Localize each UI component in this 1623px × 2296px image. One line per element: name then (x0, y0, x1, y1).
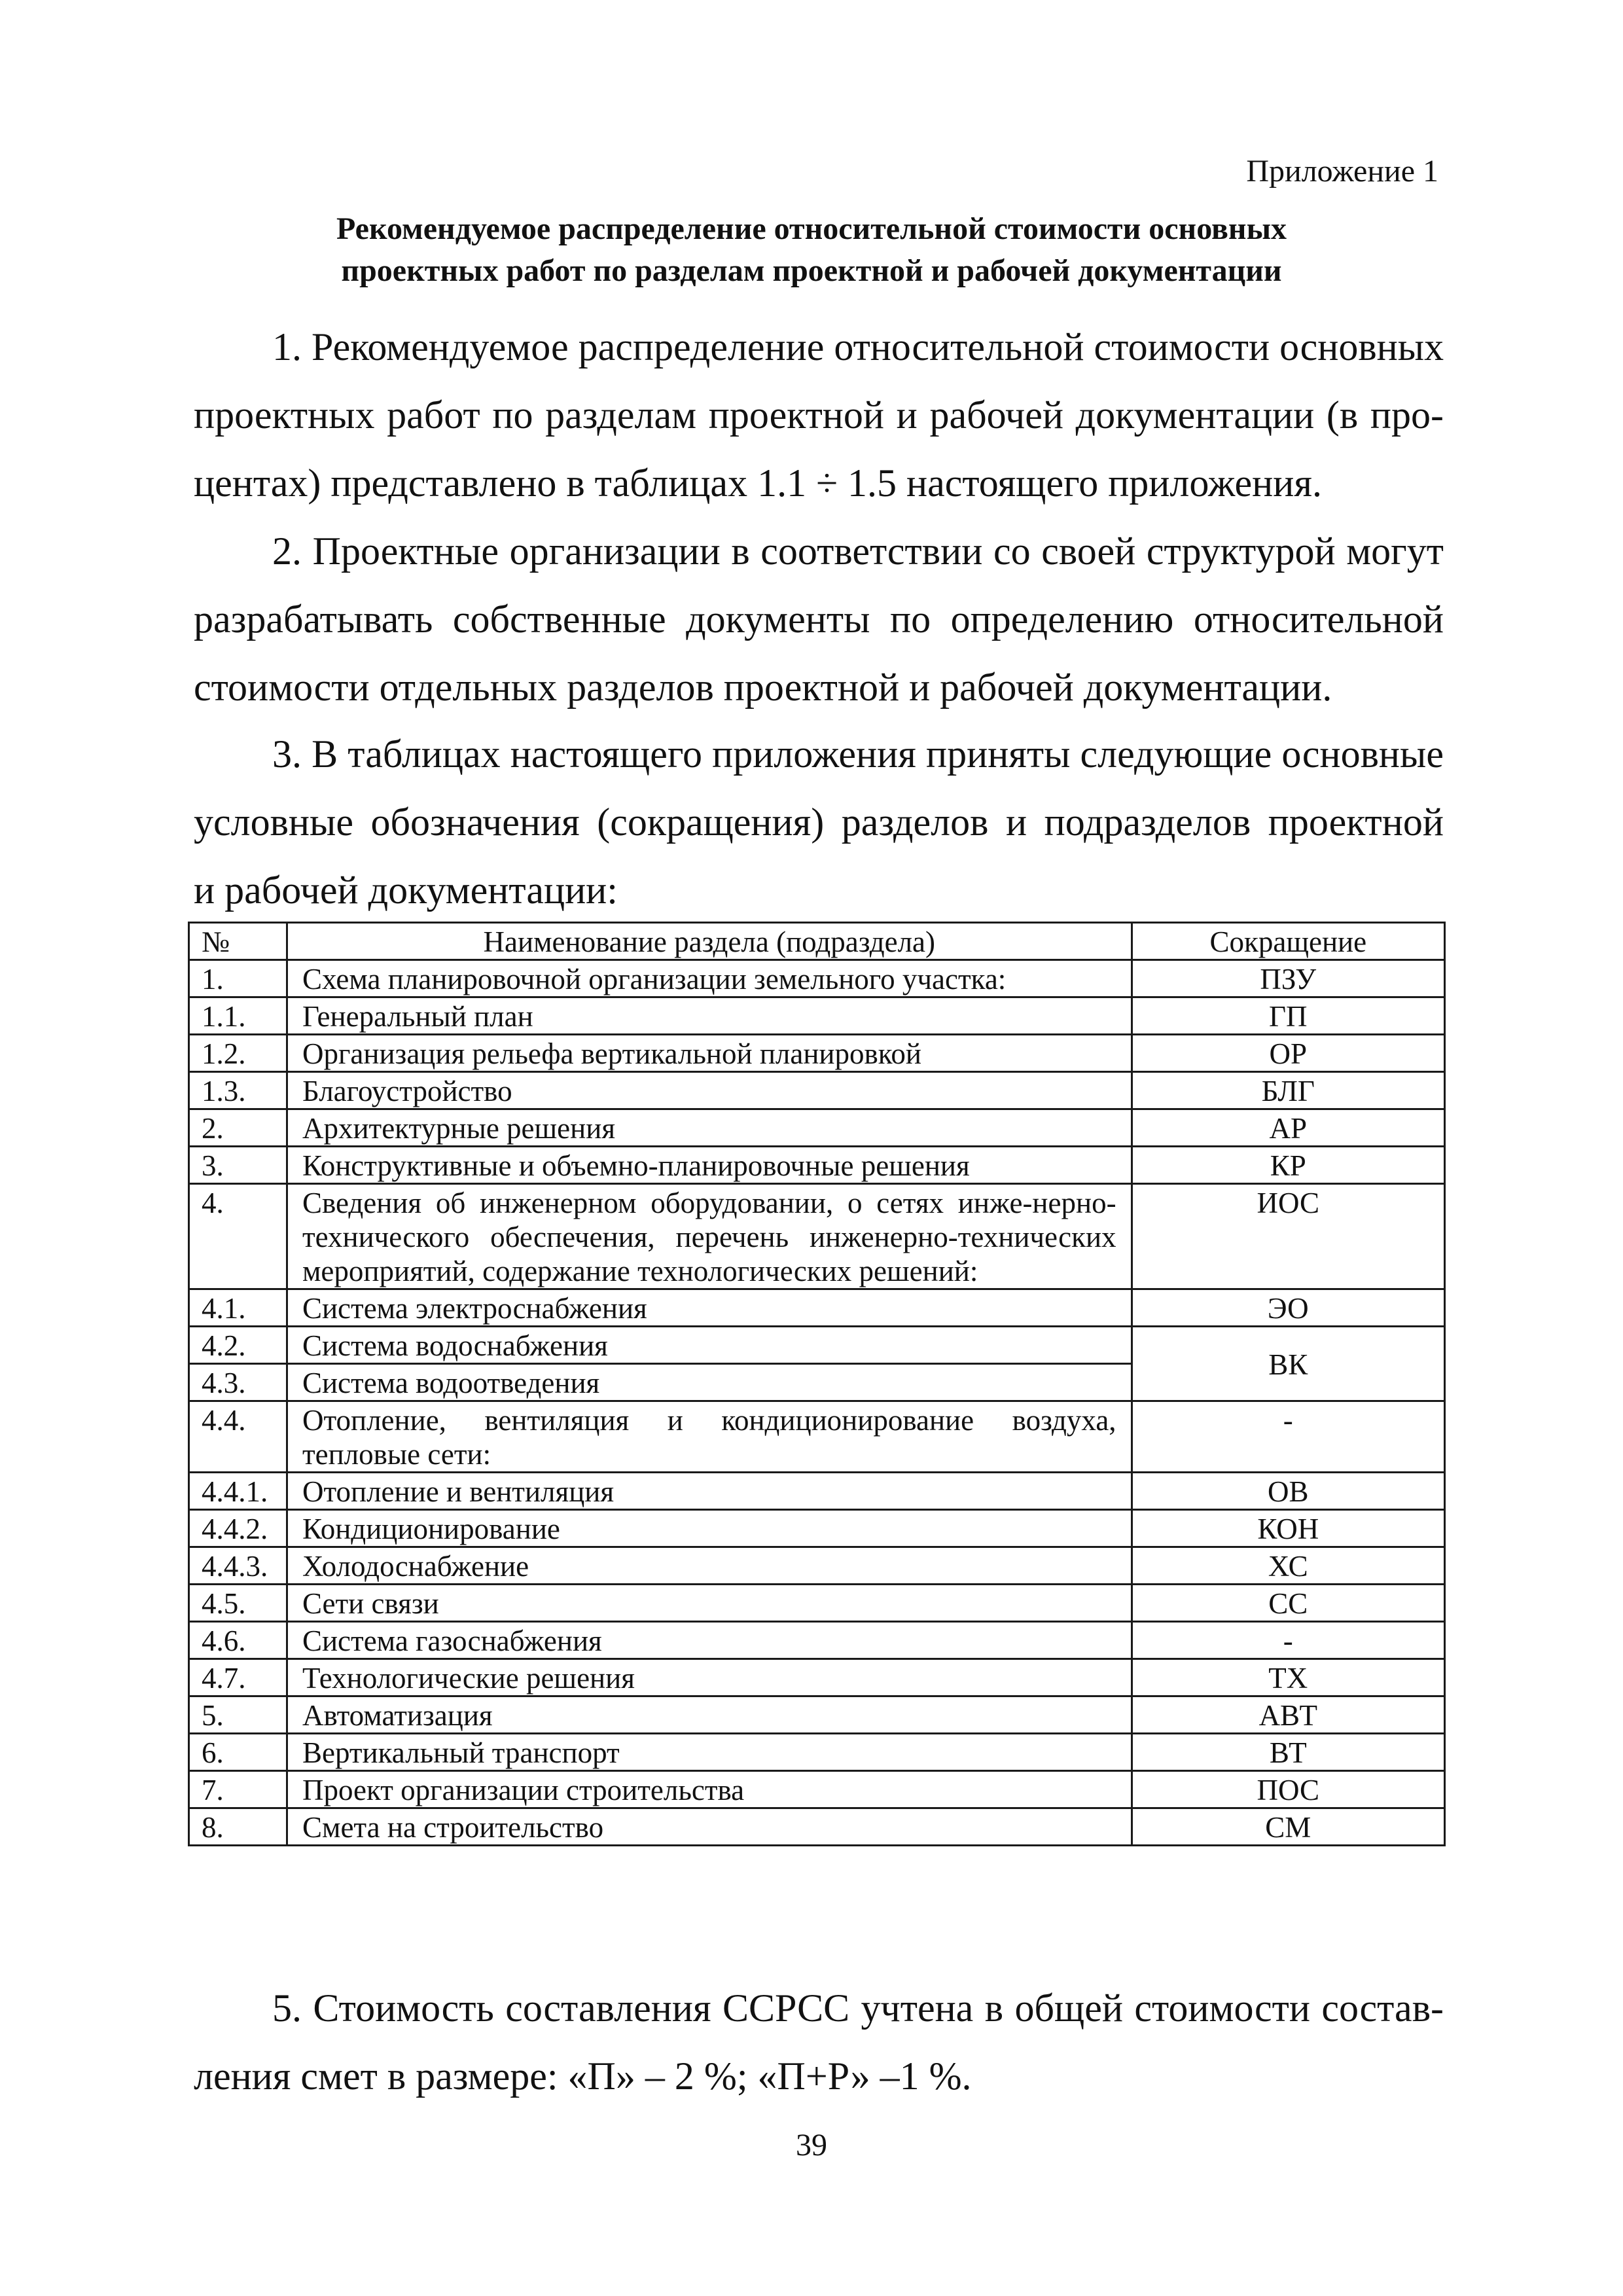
paragraph-line: стоимости отдельных разделов проектной и рабочей документации. (194, 666, 1332, 709)
row-name: Архитектурные решения (287, 1109, 1132, 1147)
row-num: 8. (189, 1808, 287, 1846)
page-number: 39 (796, 2128, 827, 2162)
paragraph-3 (194, 720, 1444, 924)
table-row (189, 960, 1445, 997)
row-name: Вертикальный транспорт (287, 1734, 1132, 1771)
row-num: 1.2. (189, 1035, 287, 1072)
row-code: ОР (1132, 1035, 1444, 1072)
row-num: 4. (189, 1184, 287, 1289)
row-code: ОВ (1132, 1473, 1444, 1510)
table-row (189, 1184, 1445, 1289)
row-num: 4.5. (189, 1585, 287, 1622)
paragraph-1 (194, 313, 1444, 517)
row-code: АВТ (1132, 1696, 1444, 1734)
header-code: Сокращение (1132, 923, 1444, 960)
row-num: 2. (189, 1109, 287, 1147)
row-code: СС (1132, 1585, 1444, 1622)
row-code: ИОС (1132, 1184, 1444, 1289)
row-num: 4.1. (189, 1289, 287, 1327)
paragraph-line: условные обозначения (сокращения) разделов и подразделов проектной (194, 800, 1444, 844)
table-row (189, 1659, 1445, 1696)
appendix-label: Приложение 1 (1246, 154, 1438, 188)
paragraph-line: 1. Рекомендуемое распределение относительной стоимости основных (272, 325, 1444, 368)
table-row (189, 1734, 1445, 1771)
row-name: Генеральный план (287, 997, 1132, 1035)
row-name: Система газоснабжения (287, 1622, 1132, 1659)
header-name: Наименование раздела (подраздела) (287, 923, 1132, 960)
heading-line-2: проектных работ по разделам проектной и рабочей документации (341, 253, 1282, 288)
row-name: Сведения об инженерном оборудовании, о сетях инже-нерно-технического обеспечения, перечень инженерно-технических мероприятий, содержание технологических решений: (287, 1184, 1132, 1289)
row-code: ПОС (1132, 1771, 1444, 1808)
table-row (189, 1147, 1445, 1184)
row-num: 6. (189, 1734, 287, 1771)
header-num: № (189, 923, 287, 960)
row-num: 1.1. (189, 997, 287, 1035)
row-name: Конструктивные и объемно-планировочные решения (287, 1147, 1132, 1184)
row-name: Отопление, вентиляция и кондиционирование воздуха, тепловые сети: (287, 1401, 1132, 1473)
paragraph-line: 2. Проектные организации в соответствии со своей структурой могут (272, 529, 1444, 573)
row-name: Система водоотведения (287, 1364, 1132, 1401)
row-code: - (1132, 1401, 1444, 1473)
row-name: Отопление и вентиляция (287, 1473, 1132, 1510)
row-num: 1. (189, 960, 287, 997)
row-code: - (1132, 1622, 1444, 1659)
row-num: 4.4. (189, 1401, 287, 1473)
row-code: ВТ (1132, 1734, 1444, 1771)
table-header-row (189, 923, 1445, 960)
row-name: Организация рельефа вертикальной планировкой (287, 1035, 1132, 1072)
row-num: 5. (189, 1696, 287, 1734)
row-num: 4.4.3. (189, 1547, 287, 1585)
table-row (189, 1109, 1445, 1147)
table-row (189, 1547, 1445, 1585)
row-name: Технологические решения (287, 1659, 1132, 1696)
row-code: ВК (1132, 1327, 1444, 1401)
table-row (189, 1035, 1445, 1072)
row-num: 4.3. (189, 1364, 287, 1401)
table-row (189, 1401, 1445, 1473)
row-name: Холодоснабжение (287, 1547, 1132, 1585)
row-name: Схема планировочной организации земельного участка: (287, 960, 1132, 997)
heading-line-1: Рекомендуемое распределение относительной стоимости основных (336, 211, 1287, 246)
table-row (189, 997, 1445, 1035)
paragraph-2 (194, 517, 1444, 721)
row-num: 4.7. (189, 1659, 287, 1696)
table-row (189, 1072, 1445, 1109)
row-code: ХС (1132, 1547, 1444, 1585)
row-num: 1.3. (189, 1072, 287, 1109)
abbreviations-table (188, 922, 1446, 1846)
table-row (189, 1771, 1445, 1808)
row-name: Система водоснабжения (287, 1327, 1132, 1364)
row-num: 4.6. (189, 1622, 287, 1659)
paragraph-line: проектных работ по разделам проектной и рабочей документации (в про- (194, 393, 1444, 437)
table-row (189, 1473, 1445, 1510)
table-row (189, 1622, 1445, 1659)
table-row (189, 1289, 1445, 1327)
table-row (189, 1585, 1445, 1622)
paragraph-line: и рабочей документации: (194, 869, 618, 912)
row-name: Система электроснабжения (287, 1289, 1132, 1327)
paragraph-line: 3. В таблицах настоящего приложения приняты следующие основные (272, 732, 1444, 776)
table-row (189, 1327, 1445, 1364)
row-name: Благоустройство (287, 1072, 1132, 1109)
row-code: СМ (1132, 1808, 1444, 1846)
paragraph-5 (194, 1974, 1444, 2110)
row-code: ПЗУ (1132, 960, 1444, 997)
row-code: ТХ (1132, 1659, 1444, 1696)
row-name: Кондиционирование (287, 1510, 1132, 1547)
row-code: ЭО (1132, 1289, 1444, 1327)
document-heading (196, 208, 1427, 292)
row-num: 3. (189, 1147, 287, 1184)
table-row (189, 1696, 1445, 1734)
row-num: 7. (189, 1771, 287, 1808)
row-code: КР (1132, 1147, 1444, 1184)
row-num: 4.2. (189, 1327, 287, 1364)
row-name: Проект организации строительства (287, 1771, 1132, 1808)
table-row (189, 1510, 1445, 1547)
row-code: АР (1132, 1109, 1444, 1147)
row-name: Смета на строительство (287, 1808, 1132, 1846)
row-num: 4.4.2. (189, 1510, 287, 1547)
row-name: Автоматизация (287, 1696, 1132, 1734)
paragraph-line: ления смет в размере: «П» – 2 %; «П+Р» –1 %. (194, 2054, 972, 2098)
paragraph-line: разрабатывать собственные документы по определению относительной (194, 598, 1444, 641)
row-code: КОН (1132, 1510, 1444, 1547)
row-code: БЛГ (1132, 1072, 1444, 1109)
row-num: 4.4.1. (189, 1473, 287, 1510)
row-name: Сети связи (287, 1585, 1132, 1622)
paragraph-line: 5. Стоимость составления ССРСС учтена в общей стоимости состав- (272, 1986, 1444, 2030)
paragraph-line: центах) представлено в таблицах 1.1 ÷ 1.5 настоящего приложения. (194, 461, 1322, 505)
table-row (189, 1808, 1445, 1846)
row-code: ГП (1132, 997, 1444, 1035)
